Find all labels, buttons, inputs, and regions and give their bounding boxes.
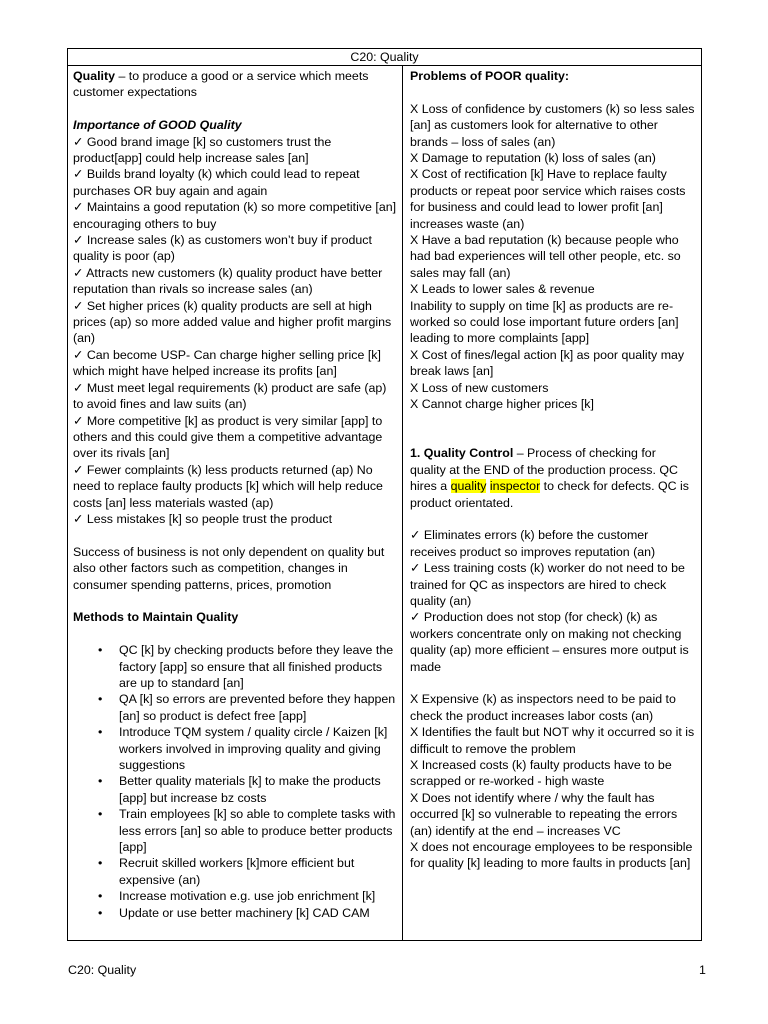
highlighted-word: inspector [489, 479, 541, 494]
qc-disadvantage-item: X Does not identify where / why the fault has occurred [k] so vulnerable to repeating the errors (an) identify at the end – increases VC [410, 790, 678, 838]
problem-item: X Cost of rectification [k] Have to replace faulty products or repeat poor service which raises costs for business and could lead to lower profit [an] increases waste (an) [410, 167, 686, 231]
importance-item: ✓ Can become USP- Can charge higher selling price [k] which might have helped increase its profits [an] [73, 347, 381, 379]
importance-item: ✓ Must meet legal requirements (k) product are safe (ap) to avoid fines and law suits (an) [73, 380, 387, 412]
qc-advantages-list [410, 527, 695, 675]
footer-title: C20: Quality [68, 963, 137, 977]
right-column [403, 66, 701, 940]
methods-list [73, 642, 398, 921]
importance-item: ✓ Less mistakes [k] so people trust the product [73, 511, 333, 526]
definition-text: – to produce a good or a service which meets customer expectations [73, 69, 369, 100]
problem-item: X Cost of fines/legal action [k] as poor quality may break laws [an] [410, 347, 685, 379]
importance-item: ✓ More competitive [k] as product is very similar [app] to others and this could give them a competitive advantage over its rivals [an] [73, 413, 383, 461]
method-item: • Better quality materials [k] to make the products [app] but increase bz costs [98, 774, 381, 805]
importance-item: ✓ Good brand image [k] so customers trust the product[app] could help increase sales [an] [73, 134, 332, 166]
importance-list [73, 134, 398, 528]
method-item: • Introduce TQM system / quality circle / Kaizen [k] workers involved in improving quality and giving suggestions [98, 725, 388, 772]
qc-disadvantages-list [410, 691, 695, 871]
bullet-icon: • [98, 725, 103, 740]
table-columns [68, 66, 701, 940]
left-column [68, 66, 403, 940]
problem-item: X Loss of confidence by customers (k) so less sales [an] as customers look for alternative to other brands – loss of sales (an) [410, 101, 695, 149]
qc-disadvantage-item: X Identifies the fault but NOT why it occurred so it is difficult to remove the problem [410, 725, 695, 756]
qc-advantage-item: ✓ Eliminates errors (k) before the customer receives product so improves reputation (an) [410, 528, 656, 559]
bullet-icon: • [98, 774, 103, 789]
importance-item: ✓ Fewer complaints (k) less products returned (ap) No need to replace faulty products [k] which will help reduce costs [an] less materials wasted (ap) [73, 462, 383, 510]
problems-heading: Problems of POOR quality: [410, 69, 570, 83]
method-item: • QC [k] by checking products before they leave the factory [app] so ensure that all finished products are up to standard [an] [98, 643, 394, 690]
bullet-icon: • [98, 856, 103, 871]
importance-heading: Importance of GOOD Quality [73, 118, 242, 133]
importance-item: ✓ Builds brand loyalty (k) which could lead to repeat purchases OR buy again and again [73, 167, 360, 198]
importance-item: ✓ Maintains a good reputation (k) so more competitive [an] encouraging others to buy [73, 200, 397, 231]
method-item: • Increase motivation e.g. use job enrichment [k] [98, 889, 376, 904]
success-paragraph: Success of business is not only dependent on quality but also other factors such as competition, changes in consumer spending patterns, prices, promotion [73, 544, 385, 592]
qc-advantage-item: ✓ Production does not stop (for check) (k) as workers concentrate only on making not checking quality (ap) more efficient – ensures more output is made [410, 610, 689, 674]
quality-control-heading: 1. Quality Control [410, 446, 514, 461]
quality-notes-table [67, 48, 702, 941]
problem-item: Inability to supply on time [k] as products are re-worked so could lose important future orders [an] leading to more complaints [app] [410, 298, 679, 346]
qc-disadvantage-item: X does not encourage employees to be responsible for quality [k] leading to more faults in products [an] [410, 840, 693, 871]
problem-item: X Have a bad reputation (k) because people who had bad experiences will tell other people, etc. so sales may fall (an) [410, 233, 681, 280]
bullet-icon: • [98, 889, 103, 904]
quality-control-paragraph: 1. Quality Control – Process of checking for quality at the END of the production process. QC hires a quality inspector to check for defects. QC is product orientated. [410, 446, 689, 510]
method-item: • Update or use better machinery [k] CAD CAM [98, 905, 370, 920]
bullet-icon: • [98, 905, 103, 920]
bullet-icon: • [98, 692, 103, 707]
page-number: 1 [699, 963, 706, 977]
bullet-icon: • [98, 643, 103, 658]
highlighted-word: quality [450, 479, 487, 494]
bullet-icon: • [98, 807, 103, 822]
qc-disadvantage-item: X Expensive (k) as inspectors need to be paid to check the product increases labor costs (an) [410, 692, 676, 723]
problem-item: X Loss of new customers [410, 380, 549, 395]
qc-advantage-item: ✓ Less training costs (k) worker do not need to be trained for QC as inspectors are hired to check quality (an) [410, 561, 685, 608]
importance-item: ✓ Increase sales (k) as customers won’t buy if product quality is poor (ap) [73, 233, 372, 264]
importance-item: ✓ Set higher prices (k) quality products are sell at high prices (ap) so more added value and higher profit margins (an) [73, 298, 392, 346]
quality-definition [73, 68, 398, 101]
problem-item: X Damage to reputation (k) loss of sales (an) [410, 151, 656, 166]
methods-heading: Methods to Maintain Quality [73, 610, 239, 625]
qc-disadvantage-item: X Increased costs (k) faulty products have to be scrapped or re-worked - high waste [410, 757, 672, 789]
problems-list [410, 101, 695, 413]
table-title: C20: Quality [68, 49, 701, 66]
method-item: • QA [k] so errors are prevented before they happen [an] so product is defect free [app] [98, 692, 396, 723]
method-item: • Train employees [k] so able to complete tasks with less errors [an] so able to produce better products [app] [98, 807, 396, 855]
definition-term: Quality [73, 69, 115, 83]
method-item: • Recruit skilled workers [k]more efficient but expensive (an) [98, 856, 355, 887]
problem-item: X Leads to lower sales & revenue [410, 282, 595, 297]
importance-item: ✓ Attracts new customers (k) quality product have better reputation than rivals so increase sales (an) [73, 265, 383, 297]
problem-item: X Cannot charge higher prices [k] [410, 397, 594, 412]
